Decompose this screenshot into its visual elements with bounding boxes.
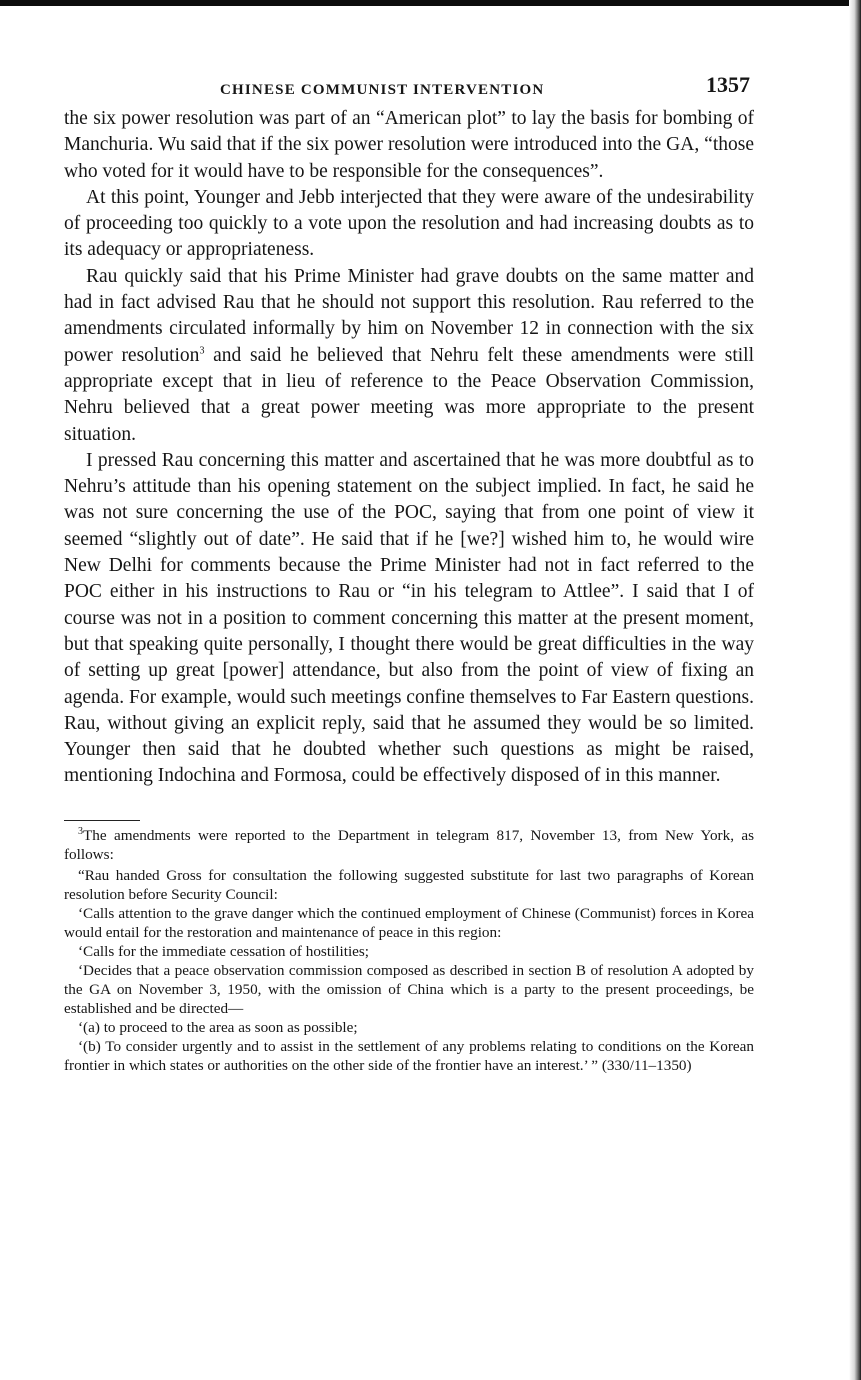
footnote-paragraph: ‘Calls attention to the grave danger which the continued employment of Chinese (Communist) forces in Korea would entail for the restoration and maintenance of peace in this region: — [64, 904, 754, 941]
footnote-paragraph: “Rau handed Gross for consultation the following suggested substitute for last two paragraphs of Korean resolution before Security Council: — [64, 866, 754, 903]
footnote-paragraph: ‘(b) To consider urgently and to assist in the settlement of any problems relating to conditions on the Korean frontier in which states or authorities on the other side of the frontier have an interest.’ ” (330/11–1350) — [64, 1037, 754, 1074]
running-title: CHINESE COMMUNIST INTERVENTION — [220, 82, 545, 98]
footnote-mark: 3 — [78, 825, 83, 837]
body-text — [64, 106, 754, 790]
footnote-paragraph: ‘Calls for the immediate cessation of hostilities; — [78, 942, 370, 960]
footnote-divider — [64, 820, 140, 821]
footnote-paragraph: ‘Decides that a peace observation commission composed as described in section B of resolution A adopted by the GA on November 3, 1950, with the omission of China which is a party to the present proceedings, be established and be directed— — [64, 961, 754, 1017]
footnote-text: The amendments were reported to the Department in telegram 817, November 13, from New York, as follows: — [64, 826, 754, 863]
paragraph: the six power resolution was part of an “American plot” to lay the basis for bombing of Manchuria. Wu said that if the six power resolution were introduced into the GA, “those who voted for it would have to be responsible for the consequences”. — [64, 108, 754, 182]
paragraph — [64, 264, 754, 448]
footnote-paragraph — [64, 826, 754, 864]
top-scan-border — [0, 0, 861, 6]
document-page — [64, 72, 754, 1075]
footnote-reference[interactable]: 3 — [199, 345, 205, 357]
page-number: 1357 — [706, 72, 750, 97]
footnotes — [64, 826, 754, 1075]
paragraph: I pressed Rau concerning this matter and ascertained that he was more doubtful as to Nehru’s attitude than his opening statement on the subject implied. In fact, he said he was not sure concerning the use of the POC, saying that from one point of view it seemed “slightly out of date”. He said that if he [we?] wished him to, he would wire New Delhi for comments because the Prime Minister had not in fact referred to the POC either in his instructions to Rau or “in his telegram to Attlee”. I said that I of course was not in a position to comment concerning this matter at the present moment, but that speaking quite personally, I thought there would be great difficulties in the way of setting up great [power] attendance, but also from the point of view of fixing an agenda. For example, would such meetings confine themselves to Far Eastern questions. Rau, without giving an explicit reply, said that he assumed they would be so limited. Younger then said that he doubted whether such questions as might be raised, mentioning Indochina and Formosa, could be effectively disposed of in this manner. — [64, 449, 754, 787]
paragraph: At this point, Younger and Jebb interjected that they were aware of the undesirability of proceeding too quickly to a vote upon the resolution and had increasing doubts as to its adequacy or appropriateness. — [64, 186, 754, 261]
footnote-paragraph: ‘(a) to proceed to the area as soon as possible; — [78, 1018, 358, 1036]
page-edge-shadow — [849, 0, 861, 1380]
running-head — [64, 72, 754, 106]
paragraph-text: Rau quickly said that his Prime Minister had grave doubts on the same matter and had in fact advised Rau that he should not support this resolution. Rau referred to the amendments circulated informally by him on November 12 in connection with the six power resolution — [64, 265, 754, 366]
paragraph-text: and said he believed that Nehru felt these amendments were still appropriate except that in lieu of reference to the Peace Observation Commission, Nehru believed that a great power meeting was more appropriate to the present situation. — [64, 344, 754, 445]
